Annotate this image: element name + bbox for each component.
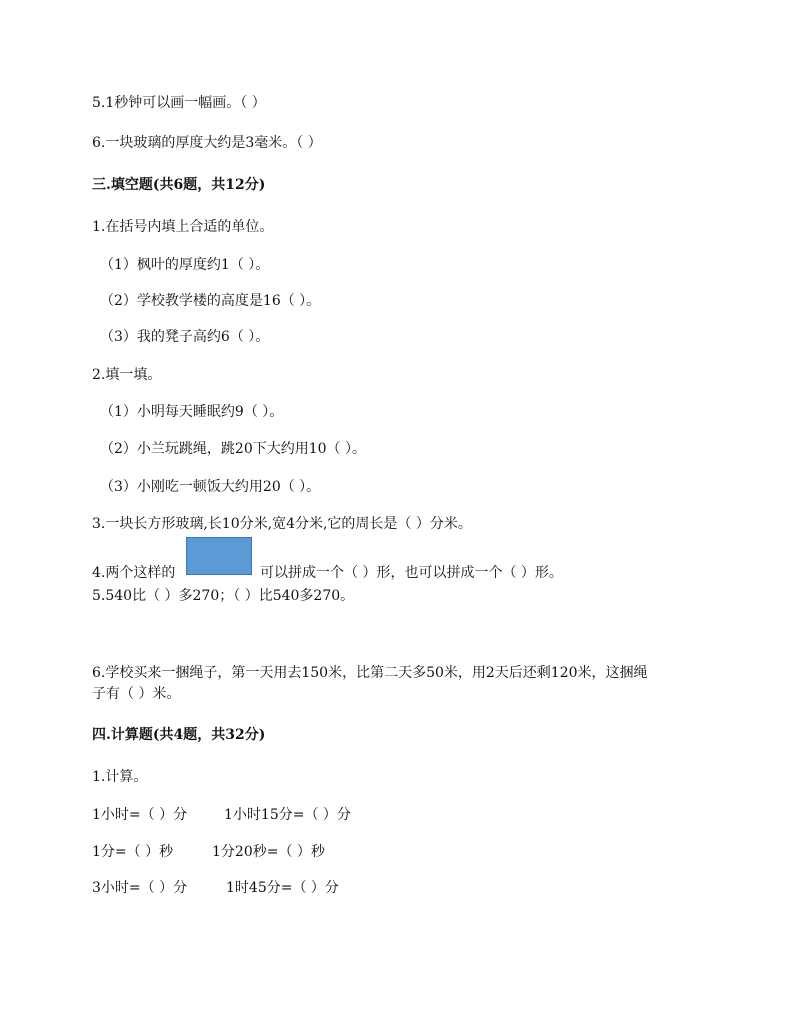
- calc-row-3-left: 3小时=（ ）分: [92, 880, 188, 896]
- fill-question-5: 5.540比（ ）多270；（ ）比540多270。: [92, 588, 355, 604]
- fill-question-2-item-2: （2）小兰玩跳绳，跳20下大约用10（ ）。: [100, 441, 366, 457]
- section-3-heading: 三.填空题(共6题，共12分): [92, 177, 266, 193]
- calc-row-2-left: 1分=（ ）秒: [92, 844, 174, 860]
- fill-question-4-rest: 可以拼成一个（ ）形，也可以拼成一个（ ）形。: [260, 565, 563, 581]
- fill-question-6-line-2: 子有（ ）米。: [92, 686, 181, 702]
- fill-question-4-lead: 4.两个这样的: [92, 565, 176, 581]
- fill-question-1: 1.在括号内填上合适的单位。: [92, 219, 274, 235]
- calc-question-1: 1.计算。: [92, 769, 148, 785]
- fill-question-1-item-1: （1）枫叶的厚度约1（ ）。: [100, 257, 270, 273]
- fill-question-2: 2.填一填。: [92, 367, 162, 383]
- fill-question-1-item-2: （2）学校教学楼的高度是16（ ）。: [100, 293, 321, 309]
- fill-question-2-item-3: （3）小刚吃一顿饭大约用20（ ）。: [100, 479, 321, 495]
- question-6: 6.一块玻璃的厚度大约是3毫米。（ ）: [92, 135, 322, 151]
- fill-question-1-item-3: （3）我的凳子高约6（ ）。: [100, 329, 270, 345]
- question-5: 5.1秒钟可以画一幅画。（ ）: [92, 95, 266, 111]
- calc-row-2-right: 1分20秒=（ ）秒: [212, 844, 325, 860]
- fill-question-3: 3.一块长方形玻璃,长10分米,宽4分米,它的周长是（ ）分米。: [92, 516, 472, 532]
- calc-row-1-right: 1小时15分=（ ）分: [224, 807, 351, 823]
- fill-question-6-line-1: 6.学校买来一捆绳子，第一天用去150米，比第二天多50米，用2天后还剩120米，这捆绳: [92, 665, 648, 681]
- blue-rectangle-figure: [186, 537, 252, 575]
- calc-row-3-right: 1时45分=（ ）分: [226, 880, 339, 896]
- fill-question-2-item-1: （1）小明每天睡眠约9（ ）。: [100, 404, 284, 420]
- section-4-heading: 四.计算题(共4题，共32分): [92, 727, 266, 743]
- calc-row-1-left: 1小时=（ ）分: [92, 807, 188, 823]
